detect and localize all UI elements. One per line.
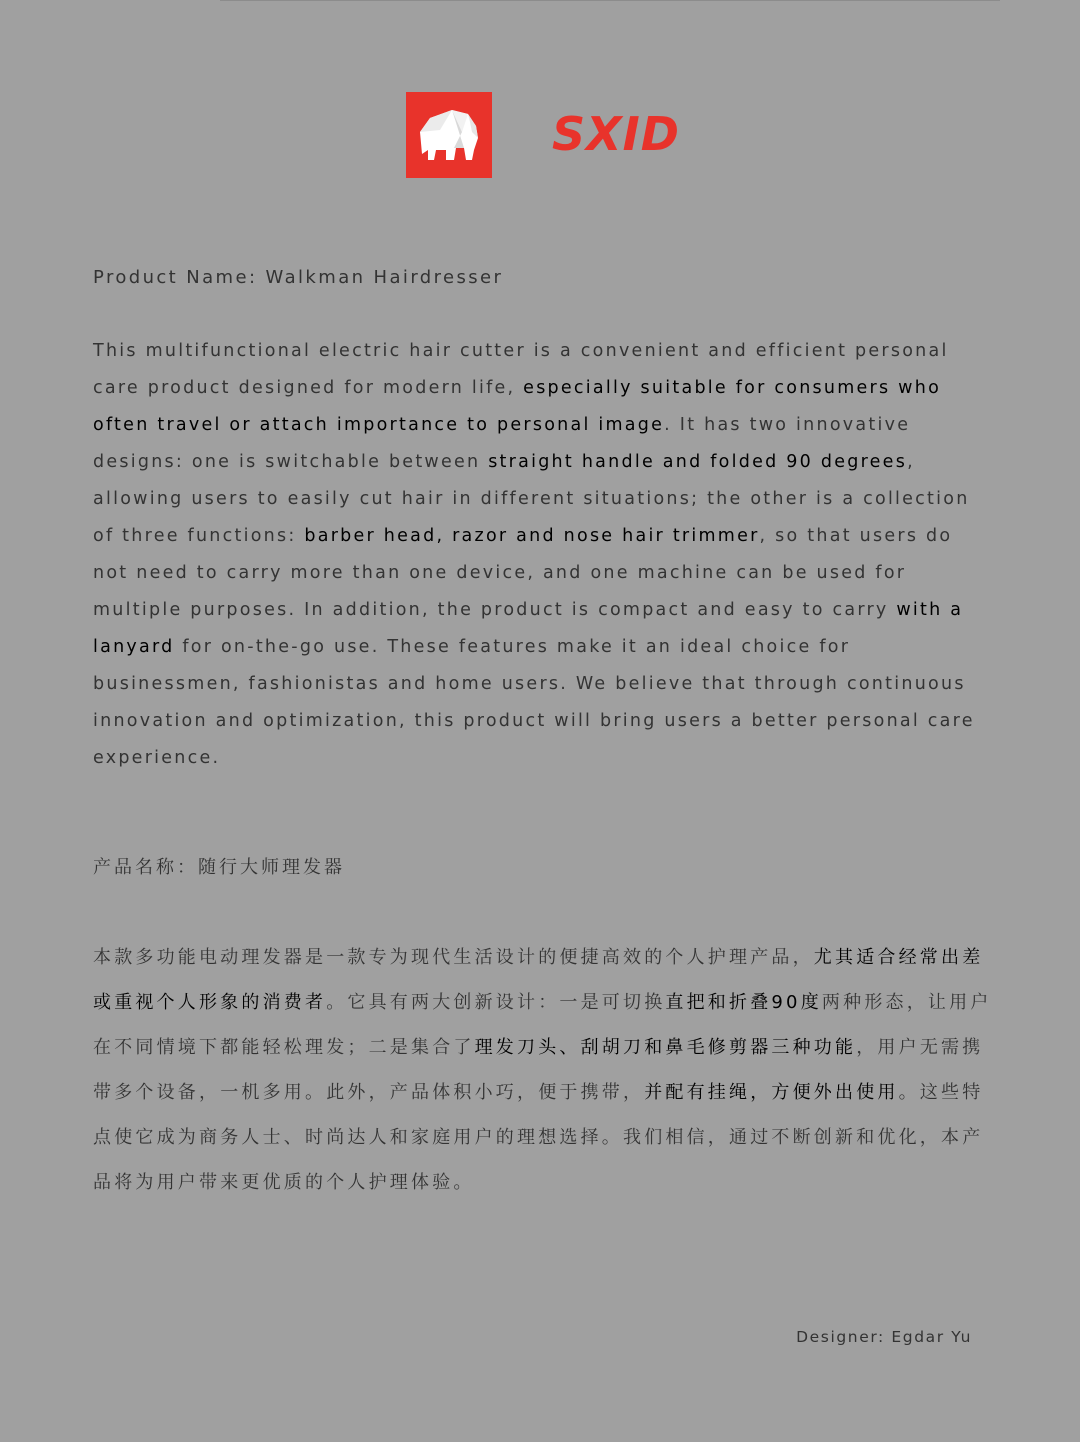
zh-highlight-text: 理发刀头、刮胡刀和鼻毛修剪器三种功能 bbox=[474, 1037, 857, 1058]
description-en bbox=[93, 333, 993, 777]
en-highlight-text: barber head, razor and nose hair trimmer bbox=[304, 526, 760, 546]
en-highlight-text: especially suitable for consumers who often travel or attach importance to personal image bbox=[93, 378, 942, 435]
zh-text-segment: 。它具有两大创新设计：一是可切换 bbox=[326, 992, 666, 1013]
en-highlight-text: with a lanyard bbox=[93, 600, 964, 657]
description-zh bbox=[93, 935, 1003, 1205]
zh-text-segment: 。这些特点使它成为商务人士、时尚达人和家庭用户的理想选择。我们相信，通过不断创新和优化，本产品将为用户带来更优质的个人护理体验。 bbox=[93, 1082, 984, 1193]
zh-text-segment: ，用户无需携带多个设备，一机多用。此外，产品体积小巧，便于携带， bbox=[93, 1037, 984, 1103]
en-text-segment: . It has two innovative designs: one is switchable between bbox=[93, 415, 911, 472]
zh-text-segment: 两种形态，让用户在不同情境下都能轻松理发；二是集合了 bbox=[93, 992, 992, 1058]
top-divider bbox=[220, 0, 1000, 1]
zh-highlight-text: 直把和折叠90度 bbox=[665, 992, 822, 1013]
product-name-zh: 产品名称：随行大师理发器 bbox=[93, 857, 345, 878]
zh-highlight-text: 尤其适合经常出差或重视个人形象的消费者 bbox=[93, 947, 984, 1013]
zh-highlight-text: 并配有挂绳，方便外出使用 bbox=[644, 1082, 899, 1103]
en-text-segment: This multifunctional electric hair cutter is a convenient and efficient personal care product designed for modern life, bbox=[93, 341, 949, 398]
en-text-segment: for on-the-go use. These features make it an ideal choice for businessmen, fashionistas and home users. We believe that through continuous innovation and optimization, this product will bring users a better personal care experience. bbox=[93, 637, 975, 768]
en-text-segment: , so that users do not need to carry more than one device, and one machine can be used for multiple purposes. In addition, the product is compact and easy to carry bbox=[93, 526, 953, 620]
en-highlight-text: straight handle and folded 90 degrees bbox=[488, 452, 908, 472]
elephant-icon bbox=[406, 92, 492, 178]
en-text-segment: , allowing users to easily cut hair in different situations; the other is a collection of three functions: bbox=[93, 452, 970, 546]
product-name-en: Product Name: Walkman Hairdresser bbox=[93, 267, 504, 288]
designer-credit: Designer: Egdar Yu bbox=[796, 1328, 972, 1346]
zh-text-segment: 本款多功能电动理发器是一款专为现代生活设计的便捷高效的个人护理产品， bbox=[93, 947, 814, 968]
brand-logo-text: SXID bbox=[552, 107, 680, 161]
